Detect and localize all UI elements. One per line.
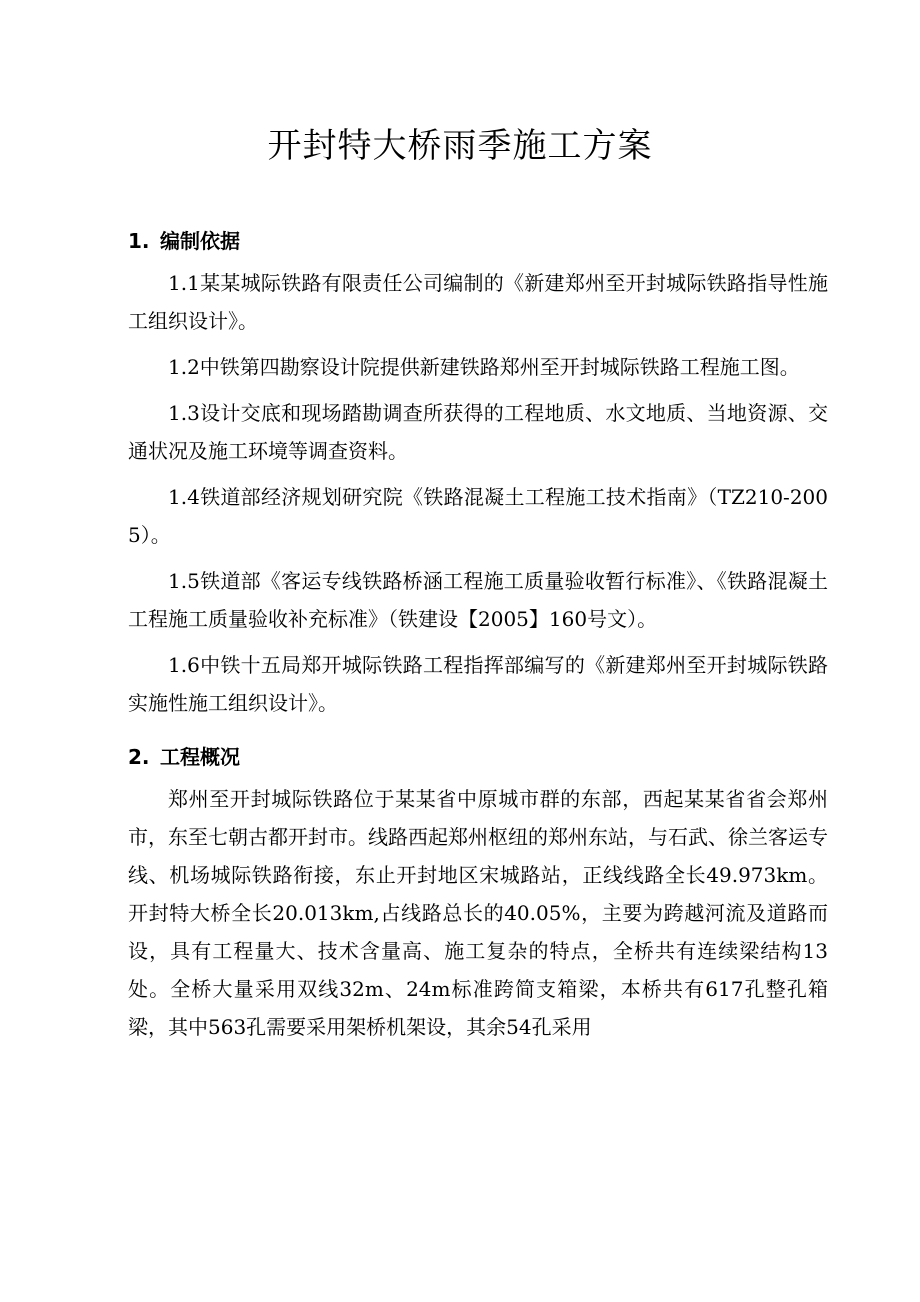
paragraph: 1.4铁道部经济规划研究院《铁路混凝土工程施工技术指南》（TZ210-2005）。 <box>128 485 828 547</box>
document-title: 开封特大桥雨季施工方案 <box>267 126 653 166</box>
section-title: 工程概况 <box>160 745 240 769</box>
section-overview <box>128 738 828 1046</box>
section-number: 1. <box>128 229 150 253</box>
paragraph: 1.2中铁第四勘察设计院提供新建铁路郑州至开封城际铁路工程施工图。 <box>168 355 800 379</box>
section-basis <box>128 222 828 722</box>
section-number: 2. <box>128 745 150 769</box>
paragraph: 郑州至开封城际铁路位于某某省中原城市群的东部，西起某某省省会郑州市，东至七朝古都开封市。线路西起郑州枢纽的郑州东站，与石武、徐兰客运专线、机场城际铁路衔接，东止开封地区宋城路站，正线线路全长49.973km。开封特大桥全长20.013km,占线路总长的40.05%，主要为跨越河流及道路而设，具有工程量大、技术含量高、施工复杂的特点，全桥共有连续梁结构13处。全桥大量采用双线32m、24m标准跨简支箱梁，本桥共有617孔整孔箱梁，其中563孔需要采用架桥机架设，其余54孔采用 <box>128 787 828 1039</box>
section-title: 编制依据 <box>160 229 240 253</box>
paragraph: 1.3设计交底和现场踏勘调查所获得的工程地质、水文地质、当地资源、交通状况及施工环境等调查资料。 <box>128 401 828 463</box>
paragraph: 1.6中铁十五局郑开城际铁路工程指挥部编写的《新建郑州至开封城际铁路实施性施工组织设计》。 <box>128 653 828 715</box>
section-heading-overview <box>128 738 828 776</box>
document-body <box>128 222 828 1054</box>
paragraph: 1.5铁道部《客运专线铁路桥涵工程施工质量验收暂行标准》、《铁路混凝土工程施工质量验收补充标准》（铁建设【2005】160号文）。 <box>128 569 828 631</box>
paragraph: 1.1某某城际铁路有限责任公司编制的《新建郑州至开封城际铁路指导性施工组织设计》。 <box>128 271 828 333</box>
section-heading-basis <box>128 222 828 260</box>
